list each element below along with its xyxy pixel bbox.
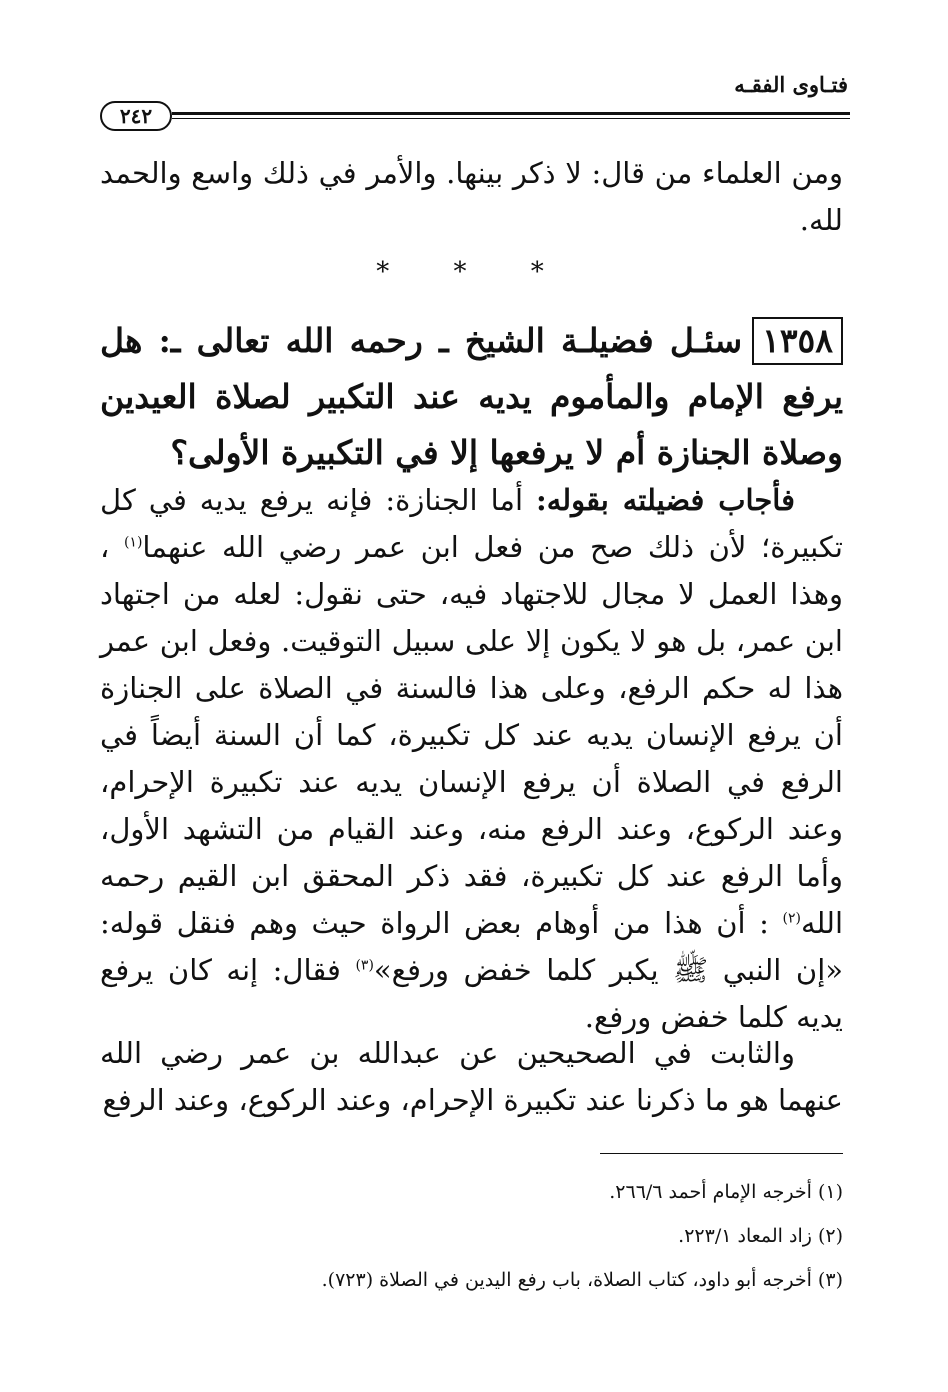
answer-text-2: ، وهذا العمل لا مجال للاجتهاد فيه، حتى نقول: لعله من اجتهاد ابن عمر، بل هو لا يكون إلا على سبيل التوقيت. وفعل ابن عمر هذا له حكم الرفع، وعلى هذا فالسنة في الصلاة على الجنازة أن يرفع الإنسان يديه عند كل تكبيرة، كما أن السنة أيضاً في الرفع في الصلاة أن يرفع الإنسان يديه عند تكبيرة الإحرام، وعند الركوع، وعند الرفع منه، وعند القيام من التشهد الأول، وأما الرفع عند كل تكبيرة، فقد ذكر المحقق ابن القيم رحمه الله: [100, 530, 843, 940]
intro-paragraph: ومن العلماء من قال: لا ذكر بينها. والأمر في ذلك واسع والحمد لله.: [100, 156, 843, 237]
footnote-separator-rule: [600, 1153, 843, 1154]
footnotes: [100, 1170, 843, 1302]
page-number: ٢٤٢: [100, 101, 172, 131]
footnote-3: (٣) أخرجه أبو داود، كتاب الصلاة، باب رفع اليدين في الصلاة (٧٢٣).: [321, 1269, 843, 1291]
intro-paragraph-block: [100, 150, 843, 244]
question-block: [100, 313, 843, 481]
answer-text-4: فقال: إنه كان يرفع يديه كلما خفض ورفع.: [100, 953, 843, 1034]
closing-paragraph-block: [100, 1030, 843, 1124]
closing-paragraph: والثابت في الصحيحين عن عبدالله بن عمر رضي الله عنهما هو ما ذكرنا عند تكبيرة الإحرام، وعند الركوع، وعند الرفع: [100, 1036, 843, 1117]
answer-block: [100, 477, 843, 1041]
question-paragraph: [100, 313, 843, 481]
question-number: ١٣٥٨: [752, 317, 843, 365]
question-text: سئـل فضيلـة الشيخ ـ رحمه الله تعالى ـ: هل يرفع الإمام والمأموم يديه عند التكبير لصلاة العيدين وصلاة الجنازة أم لا يرفعها إلا في التكبيرة الأولى؟: [100, 321, 843, 472]
running-title: فتـاوى الفقـه: [734, 72, 848, 97]
header-rule-thick: [172, 112, 850, 115]
answer-paragraph: [100, 477, 843, 1041]
answer-lead: فأجاب فضيلته بقوله:: [536, 483, 795, 517]
answer-text-3: : أن هذا من أوهام بعض الرواة حيث وهم فنقل قوله: «إن النبي ﷺ يكبر كلما خفض ورفع»: [100, 906, 843, 987]
footnote-ref-1: (١): [123, 534, 143, 551]
answer-text-1: أما الجنازة: فإنه يرفع يديه في كل تكبيرة؛ لأن ذلك صح من فعل ابن عمر رضي الله عنهما: [100, 483, 844, 564]
section-separator: * * *: [376, 257, 572, 287]
footnote-ref-3: (٣): [355, 957, 374, 974]
header-rule-thin: [172, 118, 850, 119]
footnote-1: (١) أخرجه الإمام أحمد ٢٦٦/٦.: [609, 1181, 843, 1203]
footnote-2: (٢) زاد المعاد ٢٢٣/١.: [678, 1225, 843, 1247]
footnote-ref-2: (٢): [782, 910, 801, 927]
